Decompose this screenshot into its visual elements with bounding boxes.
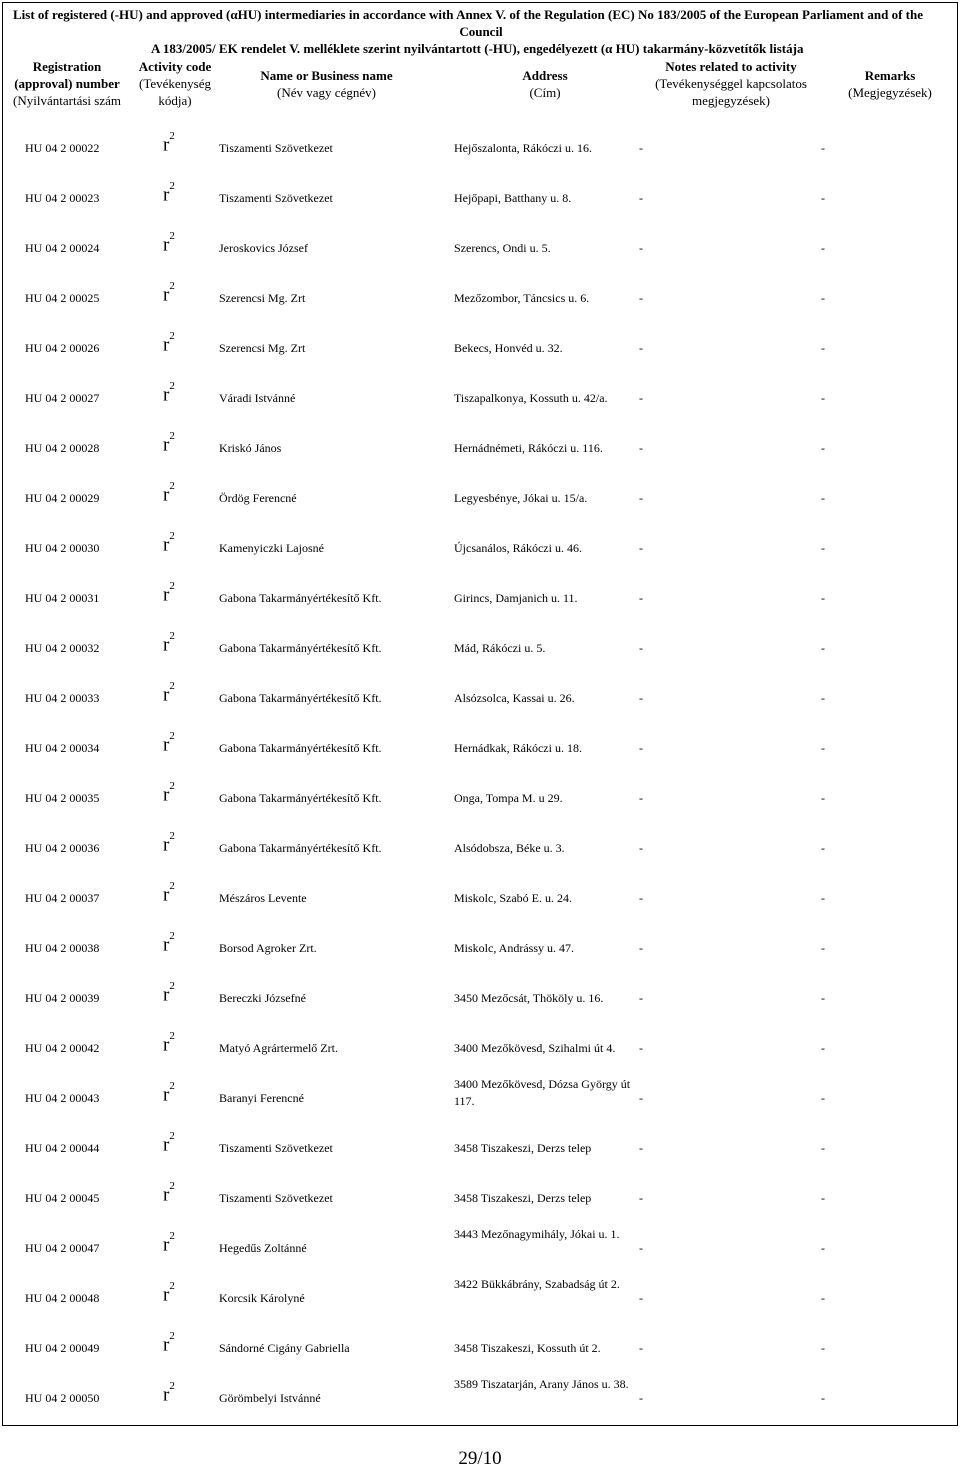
registration-number: HU 04 2 00035 <box>25 791 100 805</box>
activity-code: $r^2$ <box>163 330 175 356</box>
activity-code: $r^2$ <box>163 130 175 156</box>
remarks: - <box>821 1241 825 1255</box>
address: Hernádkak, Rákóczi u. 18. <box>454 741 582 755</box>
business-name: Kriskó János <box>219 441 282 455</box>
table-row <box>3 230 959 270</box>
table-row <box>3 780 959 820</box>
activity-code-superscript: 2 <box>169 230 175 242</box>
business-name: Baranyi Ferencné <box>219 1091 304 1105</box>
address: Legyesbénye, Jókai u. 15/a. <box>454 491 588 505</box>
business-name: Gabona Takarmányértékesítő Kft. <box>219 691 382 705</box>
remarks: - <box>821 341 825 355</box>
registration-number: HU 04 2 00034 <box>25 741 100 755</box>
table-row <box>3 380 959 420</box>
remarks: - <box>821 1091 825 1105</box>
table-row <box>3 980 959 1020</box>
activity-notes: - <box>639 1041 643 1055</box>
activity-code: $r^2$ <box>163 280 175 306</box>
address: Hejőpapi, Batthany u. 8. <box>454 191 572 205</box>
activity-notes: - <box>639 941 643 955</box>
activity-notes: - <box>639 1341 643 1355</box>
activity-code-superscript: 2 <box>169 430 175 442</box>
table-row <box>3 880 959 920</box>
header-address: Address (Cím) <box>522 68 568 100</box>
business-name: Szerencsi Mg. Zrt <box>219 341 306 355</box>
remarks: - <box>821 141 825 155</box>
registration-number: HU 04 2 00030 <box>25 541 100 555</box>
activity-notes: - <box>639 641 643 655</box>
address: 3400 Mezőkövesd, Dózsa György út 117. <box>454 1077 631 1108</box>
remarks: - <box>821 391 825 405</box>
title-hungarian: A 183/2005/ EK rendelet V. melléklete szerint nyilvántartott (-HU), engedélyezett (α HU) takarmány-közvetítők listája <box>151 41 804 56</box>
remarks: - <box>821 691 825 705</box>
business-name: Tiszamenti Szövetkezet <box>219 191 333 205</box>
registration-number: HU 04 2 00037 <box>25 891 100 905</box>
remarks: - <box>821 941 825 955</box>
activity-code-superscript: 2 <box>169 580 175 592</box>
address: Miskolc, Andrássy u. 47. <box>454 941 574 955</box>
table-row <box>3 1277 959 1320</box>
activity-code-superscript: 2 <box>169 1030 175 1042</box>
registration-number: HU 04 2 00038 <box>25 941 100 955</box>
address: 3443 Mezőnagymihály, Jókai u. 1. <box>454 1227 620 1241</box>
address: Girincs, Damjanich u. 11. <box>454 591 578 605</box>
activity-notes: - <box>639 991 643 1005</box>
table-row <box>3 580 959 620</box>
business-name: Gabona Takarmányértékesítő Kft. <box>219 791 382 805</box>
registration-number: HU 04 2 00026 <box>25 341 100 355</box>
registration-number: HU 04 2 00031 <box>25 591 100 605</box>
address: 3458 Tiszakeszi, Derzs telep <box>454 1141 592 1155</box>
address: Tiszapalkonya, Kossuth u. 42/a. <box>454 391 608 405</box>
activity-notes: - <box>639 791 643 805</box>
business-name: Matyó Agrártermelő Zrt. <box>219 1041 338 1055</box>
table-row <box>3 930 959 970</box>
registration-number: HU 04 2 00042 <box>25 1041 100 1055</box>
activity-code: $r^2$ <box>163 230 175 256</box>
activity-code-superscript: 2 <box>169 1380 175 1392</box>
business-name: Gabona Takarmányértékesítő Kft. <box>219 741 382 755</box>
activity-notes: - <box>639 241 643 255</box>
business-name: Gabona Takarmányértékesítő Kft. <box>219 591 382 605</box>
address: Bekecs, Honvéd u. 32. <box>454 341 563 355</box>
business-name: Sándorné Cigány Gabriella <box>219 1341 350 1355</box>
activity-code-superscript: 2 <box>169 180 175 192</box>
registration-number: HU 04 2 00032 <box>25 641 100 655</box>
remarks: - <box>821 1191 825 1205</box>
activity-code-superscript: 2 <box>169 830 175 842</box>
activity-code: $r^2$ <box>163 580 175 606</box>
table-row <box>3 1377 959 1420</box>
table-row <box>3 130 959 170</box>
table-row <box>3 280 959 320</box>
business-name: Gabona Takarmányértékesítő Kft. <box>219 841 382 855</box>
registration-number: HU 04 2 00029 <box>25 491 100 505</box>
address: 3400 Mezőkövesd, Szihalmi út 4. <box>454 1041 616 1055</box>
activity-code-superscript: 2 <box>169 1330 175 1342</box>
activity-code: $r^2$ <box>163 630 175 656</box>
table-row <box>3 1227 959 1270</box>
remarks: - <box>821 641 825 655</box>
activity-code-superscript: 2 <box>169 1080 175 1092</box>
activity-code-superscript: 2 <box>169 1180 175 1192</box>
activity-code-superscript: 2 <box>169 380 175 392</box>
activity-code: $r^2$ <box>163 1180 175 1206</box>
registration-number: HU 04 2 00036 <box>25 841 100 855</box>
activity-notes: - <box>639 1391 643 1405</box>
table-row <box>3 330 959 370</box>
business-name: Mészáros Levente <box>219 891 307 905</box>
table-row <box>3 630 959 670</box>
title-council: Council <box>459 24 503 39</box>
registration-number: HU 04 2 00022 <box>25 141 100 155</box>
header-notes: Notes related to activity (Tevékenységgel kapcsolatos megjegyzések) <box>655 59 807 108</box>
table-row <box>3 730 959 770</box>
header-registration: Registration (approval) number (Nyilvántartási szám <box>13 59 121 108</box>
registration-number: HU 04 2 00048 <box>25 1291 100 1305</box>
activity-code: $r^2$ <box>163 480 175 506</box>
business-name: Tiszamenti Szövetkezet <box>219 141 333 155</box>
activity-code-superscript: 2 <box>169 730 175 742</box>
title-english: List of registered (-HU) and approved (αHU) intermediaries in accordance with Annex V. of the Regulation (EC) No 183/2005 of the European Parliament and of the <box>13 7 923 22</box>
header-activity-code: Activity code (Tevékenység kódja) <box>138 59 212 108</box>
remarks: - <box>821 791 825 805</box>
address: 3458 Tiszakeszi, Kossuth út 2. <box>454 1341 601 1355</box>
remarks: - <box>821 241 825 255</box>
activity-notes: - <box>639 191 643 205</box>
activity-notes: - <box>639 1241 643 1255</box>
business-name: Gabona Takarmányértékesítő Kft. <box>219 641 382 655</box>
activity-code-superscript: 2 <box>169 980 175 992</box>
table-row <box>3 1180 959 1220</box>
registration-number: HU 04 2 00045 <box>25 1191 100 1205</box>
activity-code-superscript: 2 <box>169 130 175 142</box>
activity-notes: - <box>639 1141 643 1155</box>
activity-code: $r^2$ <box>163 1030 175 1056</box>
registration-number: HU 04 2 00023 <box>25 191 100 205</box>
activity-notes: - <box>639 141 643 155</box>
table-row <box>3 1130 959 1170</box>
registration-number: HU 04 2 00028 <box>25 441 100 455</box>
remarks: - <box>821 491 825 505</box>
header-remarks: Remarks (Megjegyzések) <box>848 68 932 100</box>
activity-code: $r^2$ <box>163 1330 175 1356</box>
activity-notes: - <box>639 541 643 555</box>
address: 3422 Bükkábrány, Szabadság út 2. <box>454 1277 620 1291</box>
registration-number: HU 04 2 00043 <box>25 1091 100 1105</box>
activity-notes: - <box>639 691 643 705</box>
registration-number: HU 04 2 00049 <box>25 1341 100 1355</box>
business-name: Kamenyiczki Lajosné <box>219 541 324 555</box>
address: Miskolc, Szabó E. u. 24. <box>454 891 572 905</box>
address: Onga, Tompa M. u 29. <box>454 791 563 805</box>
registration-number: HU 04 2 00044 <box>25 1141 100 1155</box>
table-row <box>3 1330 959 1370</box>
table-row <box>3 430 959 470</box>
registration-number: HU 04 2 00047 <box>25 1241 100 1255</box>
business-name: Tiszamenti Szövetkezet <box>219 1191 333 1205</box>
document-frame <box>2 2 958 1426</box>
activity-code-superscript: 2 <box>169 930 175 942</box>
remarks: - <box>821 191 825 205</box>
activity-code-superscript: 2 <box>169 880 175 892</box>
remarks: - <box>821 1291 825 1305</box>
activity-code: $r^2$ <box>163 380 175 406</box>
activity-notes: - <box>639 1191 643 1205</box>
header-name: Name or Business name (Név vagy cégnév) <box>260 68 393 100</box>
remarks: - <box>821 291 825 305</box>
activity-notes: - <box>639 291 643 305</box>
activity-code-superscript: 2 <box>169 330 175 342</box>
table-row <box>3 1030 959 1070</box>
registration-number: HU 04 2 00050 <box>25 1391 100 1405</box>
activity-code-superscript: 2 <box>169 530 175 542</box>
table-row <box>3 480 959 520</box>
activity-notes: - <box>639 1291 643 1305</box>
activity-code: $r^2$ <box>163 1380 175 1406</box>
table-row <box>3 830 959 870</box>
address: Újcsanálos, Rákóczi u. 46. <box>454 541 582 555</box>
registration-number: HU 04 2 00033 <box>25 691 100 705</box>
activity-notes: - <box>639 1091 643 1105</box>
table-row <box>3 1077 959 1120</box>
address: 3589 Tiszatarján, Arany János u. 38. <box>454 1377 629 1391</box>
business-name: Bereczki Józsefné <box>219 991 306 1005</box>
remarks: - <box>821 541 825 555</box>
activity-code-superscript: 2 <box>169 1130 175 1142</box>
activity-code-superscript: 2 <box>169 1280 175 1292</box>
activity-code: $r^2$ <box>163 1280 175 1306</box>
activity-code: $r^2$ <box>163 430 175 456</box>
page-number: 29/10 <box>458 1448 502 1469</box>
remarks: - <box>821 1041 825 1055</box>
activity-code: $r^2$ <box>163 980 175 1006</box>
activity-notes: - <box>639 491 643 505</box>
table-row <box>3 530 959 570</box>
activity-code-superscript: 2 <box>169 480 175 492</box>
activity-code-superscript: 2 <box>169 780 175 792</box>
table-row <box>3 680 959 720</box>
business-name: Korcsik Károlyné <box>219 1291 305 1305</box>
remarks: - <box>821 1341 825 1355</box>
activity-notes: - <box>639 891 643 905</box>
remarks: - <box>821 891 825 905</box>
remarks: - <box>821 1391 825 1405</box>
business-name: Tiszamenti Szövetkezet <box>219 1141 333 1155</box>
activity-code: $r^2$ <box>163 780 175 806</box>
activity-notes: - <box>639 741 643 755</box>
activity-code-superscript: 2 <box>169 630 175 642</box>
activity-code: $r^2$ <box>163 680 175 706</box>
business-name: Ördög Ferencné <box>219 491 297 505</box>
activity-notes: - <box>639 841 643 855</box>
activity-code: $r^2$ <box>163 1230 175 1256</box>
business-name: Váradi Istvánné <box>219 391 296 405</box>
activity-code: $r^2$ <box>163 930 175 956</box>
address: Szerencs, Ondi u. 5. <box>454 241 551 255</box>
business-name: Hegedűs Zoltánné <box>219 1241 307 1255</box>
activity-code: $r^2$ <box>163 1080 175 1106</box>
address: Alsódobsza, Béke u. 3. <box>454 841 565 855</box>
registration-number: HU 04 2 00025 <box>25 291 100 305</box>
remarks: - <box>821 741 825 755</box>
activity-notes: - <box>639 341 643 355</box>
address: Hejőszalonta, Rákóczi u. 16. <box>454 141 592 155</box>
business-name: Szerencsi Mg. Zrt <box>219 291 306 305</box>
activity-code-superscript: 2 <box>169 680 175 692</box>
business-name: Borsod Agroker Zrt. <box>219 941 317 955</box>
activity-code: $r^2$ <box>163 530 175 556</box>
registration-number: HU 04 2 00039 <box>25 991 100 1005</box>
address: Mezőzombor, Táncsics u. 6. <box>454 291 590 305</box>
address: Hernádnémeti, Rákóczi u. 116. <box>454 441 603 455</box>
remarks: - <box>821 441 825 455</box>
activity-code: $r^2$ <box>163 830 175 856</box>
activity-code: $r^2$ <box>163 730 175 756</box>
activity-code-superscript: 2 <box>169 280 175 292</box>
remarks: - <box>821 841 825 855</box>
business-name: Jeroskovics József <box>219 241 308 255</box>
activity-code-superscript: 2 <box>169 1230 175 1242</box>
activity-notes: - <box>639 391 643 405</box>
activity-code: $r^2$ <box>163 180 175 206</box>
address: Mád, Rákóczi u. 5. <box>454 641 546 655</box>
remarks: - <box>821 991 825 1005</box>
activity-notes: - <box>639 441 643 455</box>
address: Alsózsolca, Kassai u. 26. <box>454 691 575 705</box>
remarks: - <box>821 1141 825 1155</box>
registration-number: HU 04 2 00024 <box>25 241 100 255</box>
activity-code: $r^2$ <box>163 880 175 906</box>
address: 3458 Tiszakeszi, Derzs telep <box>454 1191 592 1205</box>
registration-number: HU 04 2 00027 <box>25 391 100 405</box>
address: 3450 Mezőcsát, Thököly u. 16. <box>454 991 604 1005</box>
remarks: - <box>821 591 825 605</box>
table-row <box>3 180 959 220</box>
activity-notes: - <box>639 591 643 605</box>
activity-code: $r^2$ <box>163 1130 175 1156</box>
business-name: Görömbelyi Istvánné <box>219 1391 321 1405</box>
